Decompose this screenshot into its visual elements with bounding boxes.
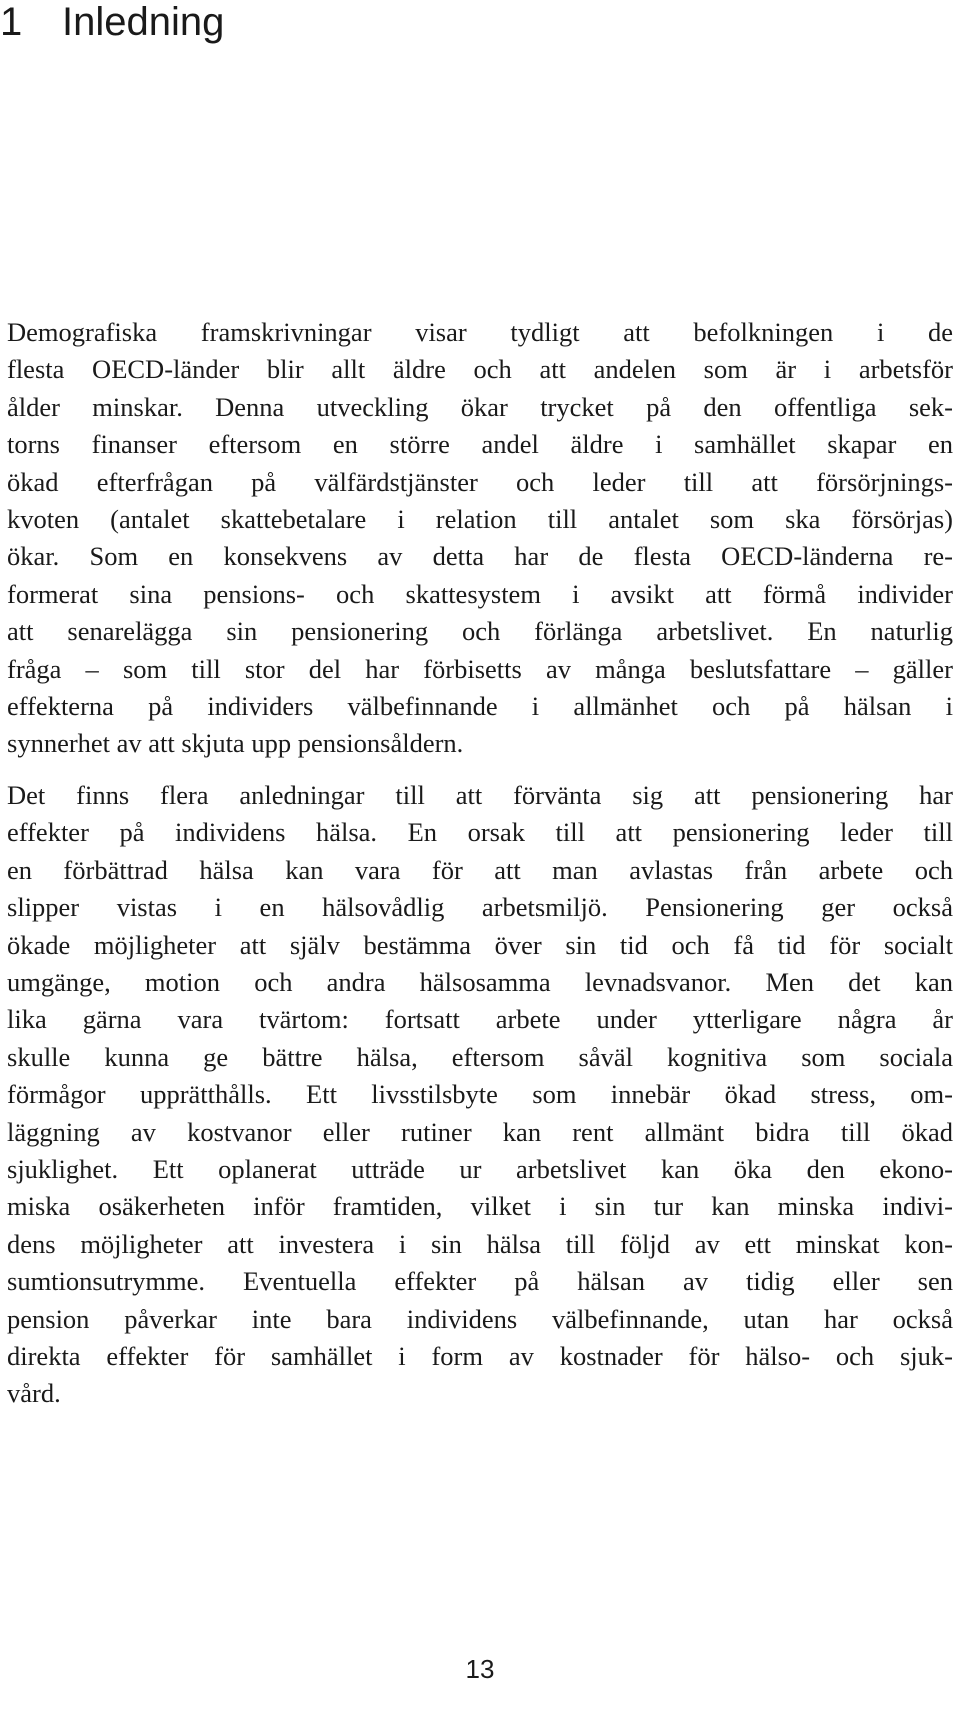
page-number: 13 xyxy=(465,1654,495,1684)
paragraph-2 xyxy=(7,777,953,1413)
text-line: synnerhet av att skjuta upp pensionsåldern. xyxy=(7,728,464,759)
text-line: direkta effekter för samhället i form av kostnader för hälso- och sjuk- xyxy=(7,1340,953,1371)
text-line: slipper vistas i en hälsovådlig arbetsmiljö. Pensionering ger också xyxy=(7,892,953,923)
paragraph-1 xyxy=(7,314,953,763)
text-line: dens möjligheter att investera i sin hälsa till följd av ett minskat kon- xyxy=(7,1228,953,1259)
text-line: torns finanser eftersom en större andel äldre i samhället skapar en xyxy=(7,429,953,460)
text-line: effekter på individens hälsa. En orsak till att pensionering leder till xyxy=(7,817,953,848)
text-line: ökade möjligheter att själv bestämma över sin tid och få tid för socialt xyxy=(7,929,953,960)
text-line: formerat sina pensions- och skattesystem i avsikt att förmå individer xyxy=(7,578,953,609)
text-line: sumtionsutrymme. Eventuella effekter på hälsan av tidig eller sen xyxy=(7,1266,953,1297)
text-line: pension påverkar inte bara individens välbefinnande, utan har också xyxy=(7,1303,953,1334)
text-line: ålder minskar. Denna utveckling ökar trycket på den offentliga sek- xyxy=(7,391,953,422)
chapter-heading xyxy=(0,0,224,44)
text-line: flesta OECD-länder blir allt äldre och att andelen som är i arbetsför xyxy=(7,354,953,385)
body-text xyxy=(7,314,953,1413)
chapter-title: Inledning xyxy=(62,0,225,44)
text-line: att senarelägga sin pensionering och förlänga arbetslivet. En naturlig xyxy=(7,616,953,647)
text-line: Det finns flera anledningar till att förvänta sig att pensionering har xyxy=(7,779,953,810)
text-line: kvoten (antalet skattebetalare i relation till antalet som ska försörjas) xyxy=(7,504,953,535)
chapter-number: 1 xyxy=(0,0,23,44)
text-line: Demografiska framskrivningar visar tydligt att befolkningen i de xyxy=(7,317,953,347)
text-line: umgänge, motion och andra hälsosamma levnadsvanor. Men det kan xyxy=(7,966,953,997)
text-line: fråga – som till stor del har förbisetts av många beslutsfattare – gäller xyxy=(7,653,953,684)
text-line: miska osäkerheten inför framtiden, vilket i sin tur kan minska indivi- xyxy=(7,1191,953,1222)
text-line: lika gärna vara tvärtom: fortsatt arbete under ytterligare några år xyxy=(7,1004,953,1035)
text-line: en förbättrad hälsa kan vara för att man avlastas från arbete och xyxy=(7,854,953,885)
text-line: läggning av kostvanor eller rutiner kan rent allmänt bidra till ökad xyxy=(7,1116,953,1147)
text-line: effekterna på individers välbefinnande i allmänhet och på hälsan i xyxy=(7,691,953,722)
text-line: ökar. Som en konsekvens av detta har de flesta OECD-länderna re- xyxy=(7,541,953,572)
text-line: vård. xyxy=(7,1378,61,1409)
text-line: skulle kunna ge bättre hälsa, eftersom såväl kognitiva som sociala xyxy=(7,1041,953,1072)
text-line: ökad efterfrågan på välfärdstjänster och leder till att försörjnings- xyxy=(7,466,953,497)
text-line: sjuklighet. Ett oplanerat utträde ur arbetslivet kan öka den ekono- xyxy=(7,1153,953,1184)
text-line: förmågor upprätthålls. Ett livsstilsbyte som innebär ökad stress, om- xyxy=(7,1079,953,1110)
